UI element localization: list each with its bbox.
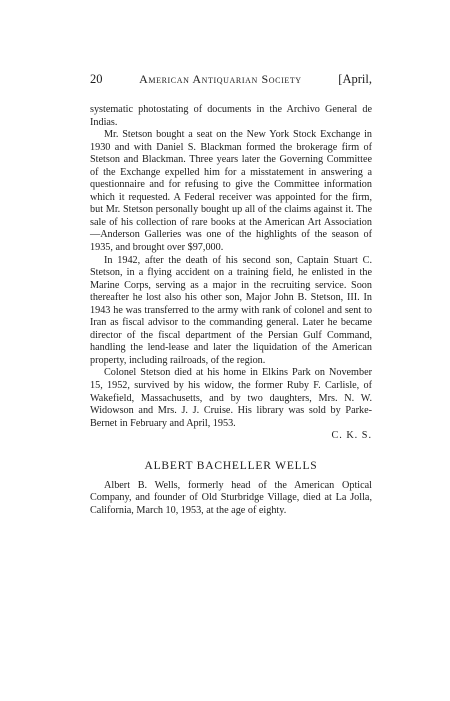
running-head bbox=[90, 72, 372, 90]
paragraph: Albert B. Wells, formerly head of the American Optical Company, and founder of Old Sturbridge Village, died at La Jolla, California, March 10, 1953, at the age of eighty. bbox=[90, 479, 372, 516]
page-number: 20 bbox=[90, 72, 103, 86]
obituary-body bbox=[90, 104, 372, 430]
next-obituary-body bbox=[90, 480, 372, 518]
paragraph-continued: systematic photostating of documents in the Archivo General de Indias. bbox=[90, 104, 372, 128]
page bbox=[90, 72, 372, 517]
author-initials: C. K. S. bbox=[331, 430, 372, 442]
paragraph: In 1942, after the death of his second son, Captain Stuart C. Stetson, in a flying accident on a training field, he enlisted in the Marine Corps, serving as a major in the recruiting service. Soon thereafter he lost also his other son, Major John B. Stetson, III. In 1943 he was transferred to the army with rank of colonel and sent to Iran as fiscal advisor to the commanding general. Later he became director of the fiscal department of the Persian Gulf Command, handling the lend-lease and later the liquidation of the American property, including railroads, of the region. bbox=[90, 254, 372, 366]
paragraph: Mr. Stetson bought a seat on the New York Stock Exchange in 1930 and with Daniel S. Blackman formed the brokerage firm of Stetson and Blackman. Three years later the Governing Committee of the Exchange expelled him for a misstatement in answering a questionnaire and for refusing to give the Committee information which it requested. A Federal receiver was appointed for the firm, but Mr. Stetson personally bought up all of the claims against it. The sale of his collection of rare books at the American Art Association—Anderson Galleries was one of the highlights of the season of 1935, and brought over $97,000. bbox=[90, 129, 372, 254]
journal-title: American Antiquarian Society bbox=[139, 72, 302, 86]
section-heading: ALBERT BACHELLER WELLS bbox=[144, 459, 318, 472]
paragraph: Colonel Stetson died at his home in Elkins Park on November 15, 1952, survived by his widow, the former Ruby F. Carlisle, of Wakefield, Massachusetts, and by two daughters, Mrs. N. W. Widowson and Mrs. J. J. Cruise. His library was sold by Parke-Bernet in February and April, 1953. bbox=[90, 367, 372, 429]
issue-month: [April, bbox=[338, 72, 372, 86]
